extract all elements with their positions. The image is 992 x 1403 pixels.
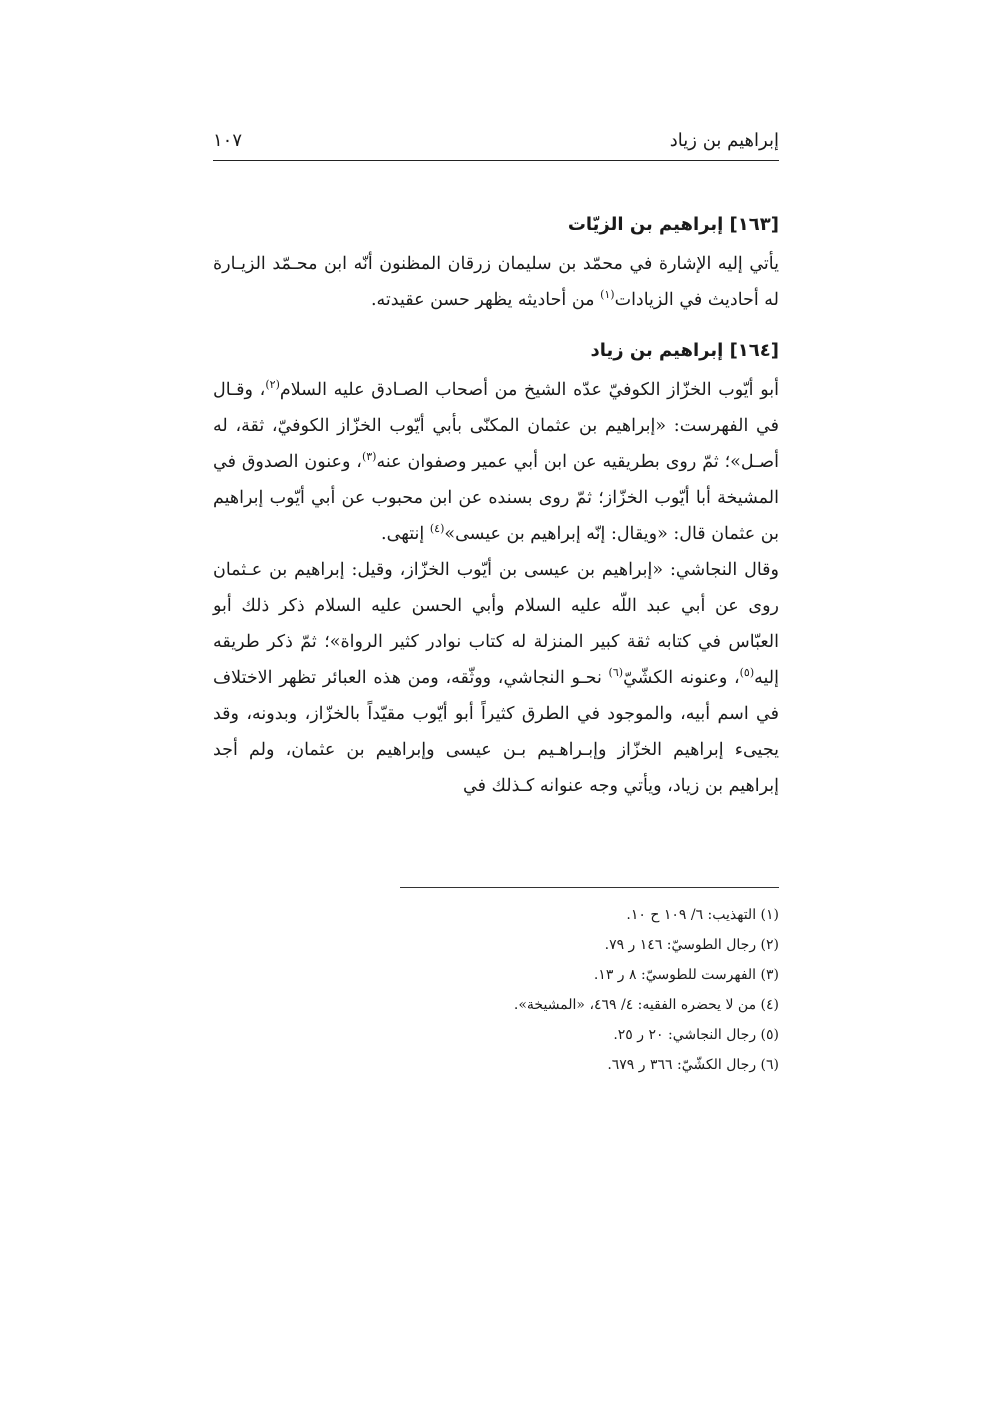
running-title: إبراهيم بن زياد bbox=[669, 129, 779, 151]
footnote-ref[interactable]: (٥) bbox=[739, 666, 755, 680]
footnote-ref[interactable]: (٤) bbox=[429, 522, 445, 536]
footnote-5: (٥) رجال النجاشي: ٢٠ ر ٢٥. bbox=[613, 1027, 779, 1043]
page-header bbox=[213, 122, 779, 158]
footnote-ref[interactable]: (٢) bbox=[265, 378, 280, 392]
footnote-ref[interactable]: (٣) bbox=[361, 450, 377, 464]
entry-164-paragraph-1: أبو أيّوب الخزّاز الكوفيّ عدّه الشيخ من أصحاب الصـادق عليه السلام$^{(٢)}$، وقـال في الفهرست: «إبراهيم بن عثمان المكنّى بأبي أيّوب الخزّاز الكوفيّ، ثقة، له أصـل»؛ ثمّ روى بطريقيه عن ابن أبي عمير وصفوان عنه$^{(٣)}$، وعنون الصدوق في المشيخة أبا أيّوب الخزّاز؛ ثمّ روى بسنده عن ابن محبوب عن أبي أيّوب إبراهيم بن عثمان قال: «ويقال: إنّه إبراهيم بن عيسى»$^{(٤)}$ إنتهى. bbox=[213, 378, 780, 544]
footnote-4: (٤) من لا يحضره الفقيه: ٤/ ٤٦٩، «المشيخة». bbox=[513, 997, 779, 1013]
entry-163-title: [١٦٣] إبراهيم بن الزيّات bbox=[567, 214, 779, 235]
entry-164-title: [١٦٤] إبراهيم بن زياد bbox=[590, 340, 779, 361]
footnote-divider bbox=[400, 887, 779, 888]
footnote-1: (١) التهذيب: ٦/ ١٠٩ ح ١٠. bbox=[626, 907, 779, 923]
footnote-3: (٣) الفهرست للطوسيّ: ٨ ر ١٣. bbox=[593, 967, 779, 983]
footnote-6: (٦) رجال الكشّيّ: ٣٦٦ ر ٦٧٩. bbox=[607, 1057, 779, 1073]
page-number: ١٠٧ bbox=[213, 129, 243, 151]
header-divider bbox=[213, 160, 779, 161]
footnote-2: (٢) رجال الطوسيّ: ١٤٦ ر ٧٩. bbox=[604, 937, 779, 953]
footnote-ref[interactable]: (٦) bbox=[608, 666, 624, 680]
main-text bbox=[213, 208, 779, 804]
footnotes bbox=[213, 900, 779, 1080]
entry-164-paragraph-2: وقال النجاشي: «إبراهيم بن عيسى بن أيّوب الخزّاز، وقيل: إبراهيم بن عـثمان روى عن أبي عبد اللّه عليه السلام وأبي الحسن عليه السلام ذكر ذلك أبو العبّاس في كتابه ثقة كبير المنزلة له كتاب نوادر كثير الرواة»؛ ثمّ ذكر طريقه إليه$^{(٥)}$، وعنونه الكشّيّ$^{(٦)}$ نحـو النجاشي، ووثّقه، ومن هذه العبائر تظهر الاختلاف في اسم أبيه، والموجود في الطرق كثيراً أبو أيّوب مقيّداً بالخزّاز، وبدونه، وقد يجيىء إبراهيم الخزّاز وإبـراهـيم بـن عيسى وإبراهيم بن عثمان، ولم أجد إبراهيم بن زياد، ويأتي وجه عنوانه كـذلك في bbox=[213, 560, 779, 796]
entry-163-paragraph: يأتي إليه الإشارة في محمّد بن سليمان زرقان المظنون أنّه ابن محـمّد الزيـارة له أحاديث في الزيادات$^{(١)}$ من أحاديثه يظهر حسن عقيدته. bbox=[213, 254, 779, 310]
footnote-ref[interactable]: (١) bbox=[600, 288, 615, 302]
